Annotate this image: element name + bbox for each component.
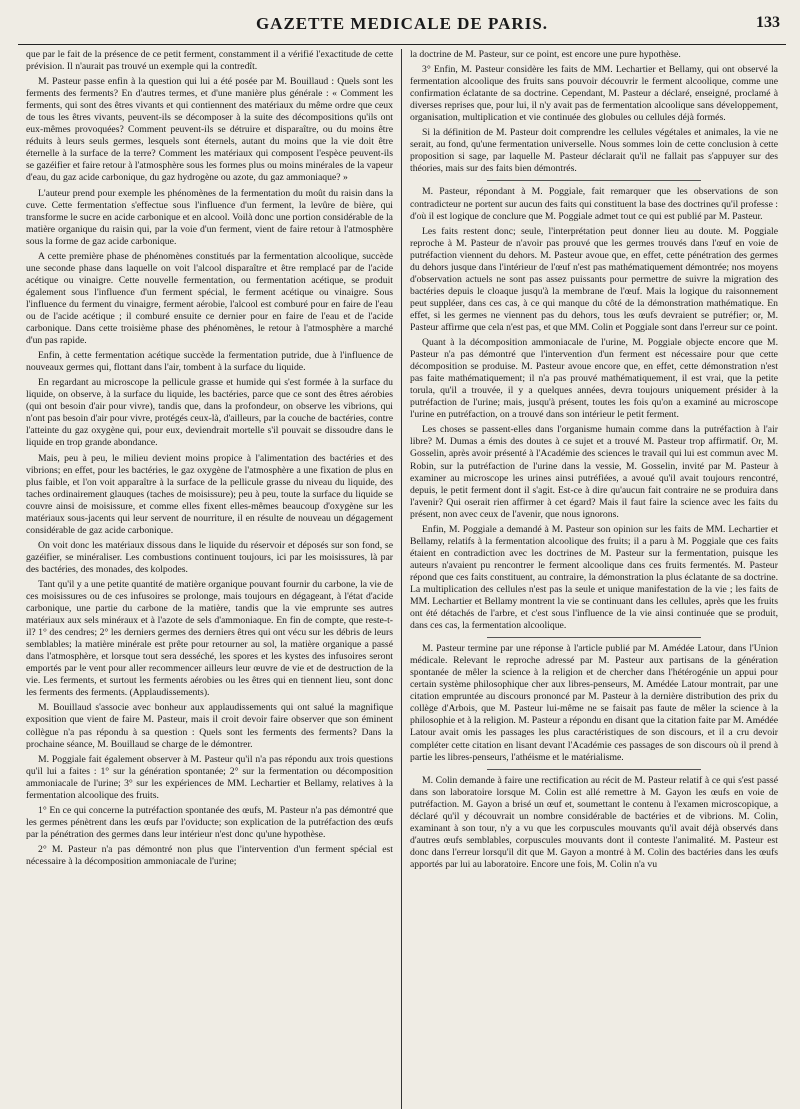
paragraph: Quant à la décomposition ammoniacale de l'urine, M. Poggiale objecte encore que M. Pasteur n'a pas démontré que l'intervention d'un ferment est nécessaire pour que cette décomposition se produise. M. Pasteur avoue encore que, en effet, cette démonstration n'est pas faite mathématiquement; il n'a pas prouvé mathématiquement, il est vrai, que la petite torula, qu'il a trouvée, il y a quelques années, devra toujours uniquement présider à la putréfaction de l'urine; mais, jusqu'à présent, toutes les fois qu'on a examiné au microscope l'urine en putréfaction, on a trouvé dans son intérieur le petit ferment. <box>410 337 778 421</box>
paragraph: M. Poggiale fait également observer à M. Pasteur qu'il n'a pas répondu aux trois questions qu'il lui a faites : 1° sur la génération spontanée; 2° sur la fermentation ou décomposition ammoniacale de l'urine; 3° sur les expériences de MM. Lechartier et Bellamy, relatives à la fermentation alcoolique des fruits. <box>26 753 393 801</box>
paragraph: M. Pasteur passe enfin à la question qui lui a été posée par M. Bouillaud : Quels sont les ferments des ferments? En d'autres termes, et d'une manière plus générale : « Comment les ferments, qui sont des êtres vivants et qui contiennent des matériaux du même ordre que ceux de tous les êtres vivants, peuvent-ils se décomposer à la suite des décompositions qu'ils ont eux-mêmes provoquées? Comment peuvent-ils se détruire et disparaître, ou du moins être réduits à leurs seuls germes, lesquels sont éternels, autant du moins que la vie doit être éternelle à la surface de la terre? Comment les matériaux qui composent l'espèce peuvent-ils se gazéifier et faire retour à l'atmosphère sous les formes plus ou moins minérales de la vapeur d'eau, du gaz acide carbonique, du gaz hydrogène ou azote, du gaz ammoniaque? » <box>26 76 393 184</box>
paragraph: Mais, peu à peu, le milieu devient moins propice à l'alimentation des bactéries et des vibrions; en effet, pour les bactéries, le gaz oxygène de l'atmosphère a une fixation de plus en plus faible, et l'on voit apparaître à la surface de la pellicule grasse du niveau du liquide, des taches ordinairement glauques (taches de moisissure); peu à peu, toute la surface du liquide se couvre ainsi de moisissure, et comme elles fixent elles-mêmes beaucoup d'oxygène sur les matériaux sous-jacents qui leur servent de nourriture, il en résulte de nouveau un dégagement considérable de gaz acide carbonique. <box>26 452 393 536</box>
paragraph: Les faits restent donc; seule, l'interprétation peut donner lieu au doute. M. Poggiale reproche à M. Pasteur de n'avoir pas prouvé que les germes trouvés dans l'œuf en voie de putréfaction viennent du dehors. M. Pasteur avoue que, en effet, cette pénétration des germes du dehors jusque dans l'intérieur de l'œuf n'est pas mathématiquement démontrée; nos moyens d'observation actuels ne sont pas assez puissants pour permettre de suivre la migration des bactéries depuis le cloaque jusqu'à la membrane de l'œuf. Mais la logique du raisonnement peut suppléer, dans ces cas, à ce qui manque du côté de la démonstration mathématique. En effet, si les germes ne viennent pas du dehors, tous les œufs devraient se putréfier; or, M. Pasteur affirme que cela n'est pas, et que MM. Colin et Poggiale sont dans l'erreur sur ce point. <box>410 225 778 333</box>
page-header <box>18 14 786 40</box>
paragraph: L'auteur prend pour exemple les phénomènes de la fermentation du moût du raisin dans la cuve. Cette fermentation s'effectue sous l'influence d'un ferment, la levûre de bière, qui transforme le sucre en acide carbonique et en alcool. Voilà donc une portion considérable de la matière organique du raisin qui, par la voie d'un ferment, vient de faire retour à l'atmosphère sous la forme de gaz acide carbonique. <box>26 187 393 247</box>
paragraph: Si la définition de M. Pasteur doit comprendre les cellules végétales et animales, la vie ne serait, au fond, qu'une fermentation universelle. Nous sommes loin de cette conclusion à cette proposition si sage, par laquelle M. Pasteur déclarait qu'il ne fallait pas s'appuyer sur des théories, mais sur des faits bien démontrés. <box>410 127 778 175</box>
paragraph: 2° M. Pasteur n'a pas démontré non plus que l'intervention d'un ferment spécial est nécessaire à la décomposition ammoniacale de l'urine; <box>26 843 393 867</box>
journal-title: GAZETTE MEDICALE DE PARIS. <box>255 14 549 33</box>
paragraph: la doctrine de M. Pasteur, sur ce point, est encore une pure hypothèse. <box>410 49 681 60</box>
paragraph: On voit donc les matériaux dissous dans le liquide du réservoir et déposés sur son fond, se gazéifier, se minéraliser. Les combustions continuent toujours, ici par les moisissures, là par des bactéries, des monades, des kolpodes. <box>26 539 393 575</box>
paragraph: Enfin, à cette fermentation acétique succède la fermentation putride, due à l'influence de nouveaux germes qui, flottant dans l'air, tombent à la surface du liquide. <box>26 350 393 374</box>
paragraph: En regardant au microscope la pellicule grasse et humide qui s'est formée à la surface du liquide, on observe, à la surface du liquide, les bactéries, parce que ce sont des êtres aérobies (qui ont besoin d'air pour vivre), tandis que, dans la profondeur, on observe les vibrions, qui n'ont pas besoin d'air pour vivre, protégés ceux-là, d'ailleurs, par la couche de bactéries, contre l'atteinte du gaz oxygène qui, pour eux, deviendrait mortelle s'il pouvait se dissoudre dans le liquide en trop grande abondance. <box>26 377 393 449</box>
paragraph: M. Bouillaud s'associe avec bonheur aux applaudissements qui ont salué la magnifique exposition que vient de faire M. Pasteur, mais il croit devoir faire observer que son éminent collègue n'a pas répondu à sa question : Quels sont les ferments des ferments? Dans la prochaine séance, M. Bouillaud se charge de le démontrer. <box>26 702 393 750</box>
text-columns <box>18 49 786 1109</box>
paragraph: 3° Enfin, M. Pasteur considère les faits de MM. Lechartier et Bellamy, qui ont observé la fermentation alcoolique des fruits sans pouvoir découvrir le ferment alcoolique, comme une confirmation éclatante de sa doctrine. Cependant, M. Pasteur a déclaré, enseigné, proclamé à diverses reprises que, pour lui, il n'y avait pas de fermentation alcoolique sans développement, organisation, multiplication et vie continuée des globules ou cellules déjà formés. <box>410 64 778 124</box>
page-number: 133 <box>756 14 780 31</box>
paragraph: Tant qu'il y a une petite quantité de matière organique pouvant fournir du carbone, la vie de ces moisissures ou de ces infusoires se prolonge, mais toujours en dégageant, à l'état d'acide carbonique, une partie du carbone de la matière, tandis que la vie emprunte ses autres matériaux aux sels minéraux et à l'azote de sels d'ammoniaque. En fin de compte, que reste-t-il? 1° des cendres; 2° les derniers germes des derniers êtres qui ont vécu sur les débris de leurs semblables; la matière minérale est prête pour retourner au sol, la matière organique a passé dans l'atmosphère, et lorsque tout sera desséché, les spores et les kystes des infusoires seront emportés par le vent pour aller recommencer ailleurs leur œuvre de vie et de destruction de la vie. Les ferments, et surtout les ferments aérobies ou les êtres qui en tiennent lieu, sont donc les ferments des ferments. (Applaudissements). <box>26 578 393 699</box>
paragraph: 1° En ce qui concerne la putréfaction spontanée des œufs, M. Pasteur n'a pas démontré que les germes pénètrent dans les œufs par l'oviducte; son explication de la putréfaction des œufs par la pénétration des germes dans leur intérieur n'est donc qu'une hypothèse. <box>26 804 393 840</box>
paragraph: M. Pasteur termine par une réponse à l'article publié par M. Amédée Latour, dans l'Union médicale. Relevant le reproche adressé par M. Pasteur aux partisans de la génération spontanée de mêler la science à la religion et de chercher dans l'hétérogénie un appui pour certain système philosophique cher aux libres-penseurs, M. Amédée Latour montrait, par une citation empruntée au discours prononcé par M. Pasteur à la dernière distribution des prix du collège d'Arbois, que M. Pasteur lui-même ne se faisait pas faute de mêler la science à la philosophie et à la religion. M. Pasteur a répondu en disant que la citation faite par M. Amédée Latour avait omis les passages les plus caractéristiques de son discours, et il a cru devoir compléter cette citation en lisant devant l'Académie ces passages de son discours où il prend à partie les libres-penseurs, l'athéisme et le matérialisme. <box>410 643 778 763</box>
paragraph: M. Colin demande à faire une rectification au récit de M. Pasteur relatif à ce qui s'est passé dans son laboratoire lorsque M. Colin est allé remettre à M. Gayon les œufs en voie de putréfaction. M. Gayon a brisé un œuf et, soumettant le contenu à l'examen microscopique, a déclaré qu'il y découvrait un nombre considérable de bactéries et de vibrions. M. Colin, examinant à son tour, n'y a vu que les corpuscules mouvants qu'il avait déjà observés dans d'autres œufs semblables, corpuscules mouvants dont il conteste l'animalité. M. Pasteur est donc dans l'erreur lorsqu'il dit que M. Gayon a montré à M. Colin des bactéries dans les œufs apportés par lui au laboratoire. Encore une fois, M. Colin n'a vu <box>410 774 778 870</box>
paragraph: M. Pasteur, répondant à M. Poggiale, fait remarquer que les observations de son contradicteur ne portent sur aucun des faits qui constituent la base des doctrines qu'il professe : d'où il est logique de conclure que M. Poggiale admet tout ce qui est publié par M. Pasteur. <box>410 186 778 222</box>
section-divider <box>487 180 700 181</box>
right-column <box>402 49 786 1109</box>
paragraph: Les choses se passent-elles dans l'organisme humain comme dans la putréfaction à l'air libre? M. Dumas a émis des doutes à ce sujet et a trouvé M. Pasteur trop affirmatif. Or, M. Gosselin, après avoir présenté à l'Académie des sciences le travail qui lui est commun avec M. Robin, sur la putréfaction de l'urine dans la vessie, M. Gosselin, invité par M. Pasteur à examiner au microscope les urines ainsi putréfiées, a avoué qu'il avait toujours rencontré, depuis, le petit ferment dont il s'agit. Est-ce à dire qu'aucun fait contraire ne se produira dans l'avenir? Qui oserait rien affirmer à cet égard? Mais il faut faire la science avec les faits du présent, non avec ceux de l'avenir, que nous ignorons. <box>410 424 778 520</box>
section-divider <box>487 769 700 770</box>
paragraph: que par le fait de la présence de ce petit ferment, constamment il a vérifié l'exactitude de cette prévision. Il n'aurait pas trouvé un exemple qui la contredît. <box>26 49 393 73</box>
paragraph: Enfin, M. Poggiale a demandé à M. Pasteur son opinion sur les faits de MM. Lechartier et Bellamy, relatifs à la fermentation alcoolique des fruits; il a paru à M. Poggiale que ces faits étaient en contradiction avec les doctrines de M. Pasteur sur la fermentation, puisque les auteurs n'avaient pu rencontrer le ferment alcoolique dans ces fruits fermentés. M. Pasteur répond que ces faits constituent, au contraire, la démonstration la plus éclatante de sa doctrine. La multiplication des cellules n'est pas la seule et unique manifestation de la vie ; les faits de MM. Lechartier et Bellamy montrent la vie se continuant dans les cellules, après que les fruits ont été détachés de l'arbre, et c'est sous l'influence de la vie ainsi continuée que se produit, dans ces cas, la fermentation alcoolique. <box>410 523 778 632</box>
header-rule <box>18 44 786 45</box>
paragraph: A cette première phase de phénomènes constitués par la fermentation alcoolique, succède une seconde phase dans laquelle on voit l'alcool disparaître et être remplacé par de l'acide acétique ou vinaigre. Cette nouvelle fermentation, ou fermentation acétique, se produit également sous l'influence d'un ferment spécial, le ferment acétique ou vinaigre. Sous l'influence du ferment du vinaigre, ferment aérobie, l'alcool est comburé pour en faire de l'eau ou de l'acide acétique ; il comburé ensuite ce dernier pour en faire de l'eau et de l'acide carbonique. Dans cette troisième phase des phénomènes, le retour à l'atmosphère a marché d'un pas rapide. <box>26 250 393 347</box>
section-divider <box>487 637 700 638</box>
left-column <box>18 49 402 1109</box>
